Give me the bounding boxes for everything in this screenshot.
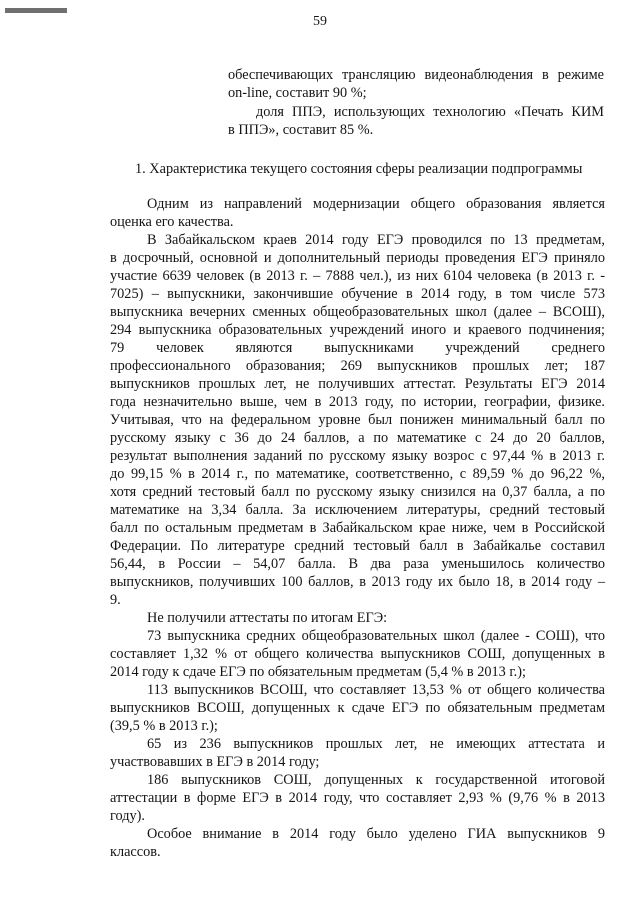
body-line: хотя средний тестовый балл по русскому языку снизился на 0,37 балла, а по — [110, 484, 605, 500]
body-line: аттестации в форме ЕГЭ в 2014 году, что составляет 2,93 % (9,76 % в 2013 — [110, 790, 605, 806]
body-line: Особое внимание в 2014 году было уделено ГИА выпускников 9 — [147, 826, 605, 842]
body-line: результат выполнения заданий по русскому языку возрос с 97,44 % в 2013 г. — [110, 448, 605, 464]
body-line: 73 выпускника средних общеобразовательных школ (далее - СОШ), что — [147, 628, 605, 644]
intro-line: доля ППЭ, использующих технологию «Печать КИМ — [256, 104, 604, 120]
body-line: выпускников прошлых лет, не получивших аттестат. Результаты ЕГЭ 2014 — [110, 376, 605, 392]
intro-line: обеспечивающих трансляцию видеонаблюдения в режиме — [228, 67, 604, 83]
body-line: выпускников ВСОШ, допущенных к сдаче ЕГЭ по обязательным предметам — [110, 700, 605, 716]
body-line: году). — [110, 808, 146, 824]
body-line: 9. — [110, 592, 121, 608]
body-line: 113 выпускников ВСОШ, что составляет 13,53 % от общего количества — [147, 682, 605, 698]
body-line: 2014 году к сдаче ЕГЭ по обязательным предметам (5,4 % в 2013 г.); — [110, 664, 526, 680]
body-line: оценка его качества. — [110, 214, 234, 230]
body-line: (39,5 % в 2013 г.); — [110, 718, 218, 734]
page-number: 59 — [313, 14, 327, 29]
body-line: 56,44, в России – 54,07 балла. В два раза уменьшилось количество — [110, 556, 605, 572]
body-line: 79 человек являются выпускниками учреждений среднего — [110, 340, 605, 356]
body-line: 186 выпускников СОШ, допущенных к государственной итоговой — [147, 772, 605, 788]
body-line: классов. — [110, 844, 161, 860]
body-line: Учитывая, что на федеральном уровне был понижен минимальный балл по — [110, 412, 605, 428]
scan-mark — [5, 8, 67, 13]
body-line: профессионального образования; 269 выпускников прошлых лет; 187 — [110, 358, 605, 374]
section-heading: 1. Характеристика текущего состояния сферы реализации подпрограммы — [135, 161, 583, 177]
body-line: участие 6639 человек (в 2013 г. – 7888 чел.), из них 6104 человека (в 2013 г. - — [110, 268, 605, 284]
body-line: 65 из 236 выпускников прошлых лет, не имеющих аттестата и — [147, 736, 605, 752]
body-line: составляет 1,32 % от общего количества выпускников СОШ, допущенных в — [110, 646, 605, 662]
body-line: участвовавших в ЕГЭ в 2014 году; — [110, 754, 320, 770]
body-line: выпускников, получивших 100 баллов, в 2013 году их было 18, в 2014 году – — [110, 574, 605, 590]
body-line: балл по остальным предметам в Забайкальском крае ниже, чем в Российской — [110, 520, 605, 536]
body-line: 7025) – выпускники, закончившие обучение в 2014 году, в том числе 573 — [110, 286, 605, 302]
body-line: Не получили аттестаты по итогам ЕГЭ: — [147, 610, 388, 626]
body-line: Одним из направлений модернизации общего образования является — [147, 196, 605, 212]
body-line: до 99,15 % в 2014 г., по математике, соответственно, с 89,59 % до 96,22 %, — [110, 466, 605, 482]
intro-line: в ППЭ», составит 85 %. — [228, 122, 374, 138]
body-line: русскому языку с 36 до 24 баллов, а по математике с 24 до 20 баллов, — [110, 430, 605, 446]
body-line: В Забайкальском краев 2014 году ЕГЭ проводился по 13 предметам, — [147, 232, 605, 248]
intro-line: on-line, составит 90 %; — [228, 85, 367, 101]
body-line: года незначительно выше, чем в 2013 году, по истории, географии, физике. — [110, 394, 605, 410]
body-line: 294 выпускника образовательных учреждений иного и краевого подчинения; — [110, 322, 605, 338]
body-line: выпускника вечерних сменных общеобразовательных школ (далее – ВСОШ), — [110, 304, 605, 320]
body-line: Федерации. По литературе средний тестовый балл в Забайкалье составил — [110, 538, 605, 554]
body-line: математике на 3,34 балла. За исключением литературы, средний тестовый — [110, 502, 605, 518]
body-line: в досрочный, основной и дополнительный периоды проведения ЕГЭ приняло — [110, 250, 605, 266]
